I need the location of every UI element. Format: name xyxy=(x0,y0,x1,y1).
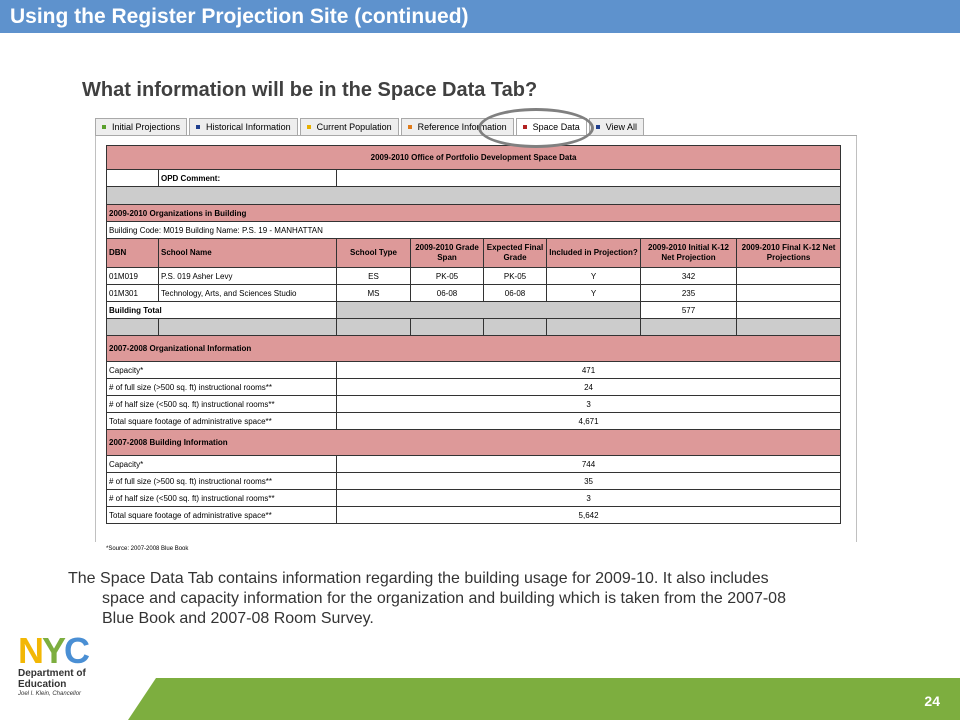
org-info-label: # of full size (>500 sq. ft) instructional rooms** xyxy=(107,379,337,396)
opd-comment-label: OPD Comment: xyxy=(159,170,337,187)
spacer-row xyxy=(107,187,841,205)
org-info-row xyxy=(107,396,841,413)
tab-label: Initial Projections xyxy=(112,122,181,132)
building-total-label: Building Total xyxy=(107,302,337,319)
final-grade-cell: 06-08 xyxy=(484,285,547,302)
tab-marker-icon xyxy=(102,125,106,129)
org-info-value: 3 xyxy=(337,396,841,413)
org-info-value: 471 xyxy=(337,362,841,379)
opd-comment-row xyxy=(107,170,841,187)
tab-historical-information[interactable] xyxy=(189,118,298,136)
page-number: 24 xyxy=(924,693,940,709)
spacer-row xyxy=(107,319,841,336)
column-header: Expected Final Grade xyxy=(484,239,547,268)
body-line-3: Blue Book and 2007-08 Room Survey. xyxy=(102,610,374,627)
bldg-info-section-title: 2007-2008 Building Information xyxy=(107,430,841,456)
final-projection-cell[interactable] xyxy=(737,285,841,302)
body-paragraph xyxy=(68,569,928,629)
org-section-row xyxy=(107,205,841,222)
org-info-label: Total square footage of administrative space** xyxy=(107,413,337,430)
org-info-label: # of half size (<500 sq. ft) instructional rooms** xyxy=(107,396,337,413)
org-info-row xyxy=(107,362,841,379)
column-header: Included in Projection? xyxy=(547,239,641,268)
opd-comment-value[interactable] xyxy=(337,170,841,187)
school-name-cell: Technology, Arts, and Sciences Studio xyxy=(159,285,337,302)
school-type-cell: MS xyxy=(337,285,411,302)
tab-current-population[interactable] xyxy=(300,118,399,136)
bldg-info-label: # of half size (<500 sq. ft) instructional rooms** xyxy=(107,490,337,507)
org-section-title: 2009-2010 Organizations in Building xyxy=(107,205,841,222)
space-data-screenshot xyxy=(95,118,857,552)
dbn-cell: 01M301 xyxy=(107,285,159,302)
org-info-label: Capacity* xyxy=(107,362,337,379)
table-title-row xyxy=(107,146,841,170)
title-bar xyxy=(0,0,960,33)
building-total-row xyxy=(107,302,841,319)
tab-label: Historical Information xyxy=(206,122,291,132)
tab-marker-icon xyxy=(307,125,311,129)
tab-panel xyxy=(95,136,857,552)
tab-marker-icon xyxy=(596,125,600,129)
grade-span-cell: 06-08 xyxy=(411,285,484,302)
included-cell: Y xyxy=(547,268,641,285)
included-cell: Y xyxy=(547,285,641,302)
tab-label: View All xyxy=(605,122,638,132)
body-line-1: The Space Data Tab contains information regarding the building usage for 2009-10. It also includes xyxy=(68,570,769,587)
bldg-info-value: 744 xyxy=(337,456,841,473)
table-row xyxy=(107,285,841,302)
bldg-info-row xyxy=(107,490,841,507)
bldg-info-value: 3 xyxy=(337,490,841,507)
tab-initial-projections[interactable] xyxy=(95,118,187,136)
initial-projection-cell: 342 xyxy=(641,268,737,285)
column-header: 2009-2010 Grade Span xyxy=(411,239,484,268)
bldg-info-label: Capacity* xyxy=(107,456,337,473)
dbn-cell: 01M019 xyxy=(107,268,159,285)
table-title: 2009-2010 Office of Portfolio Development Space Data xyxy=(107,146,841,170)
tab-label: Space Data xyxy=(532,122,580,132)
initial-projection-cell: 235 xyxy=(641,285,737,302)
space-data-table xyxy=(106,145,841,524)
bldg-info-row xyxy=(107,473,841,490)
nyc-doe-logo xyxy=(18,630,118,703)
bldg-info-section-row xyxy=(107,430,841,456)
building-line: Building Code: M019 Building Name: P.S. 19 - MANHATTAN xyxy=(107,222,841,239)
building-total-value: 577 xyxy=(641,302,737,319)
logo-edu-text: Education xyxy=(18,679,67,690)
org-info-section-title: 2007-2008 Organizational Information xyxy=(107,336,841,362)
bldg-info-row xyxy=(107,456,841,473)
org-info-section-row xyxy=(107,336,841,362)
bldg-info-value: 35 xyxy=(337,473,841,490)
tab-label: Current Population xyxy=(316,122,392,132)
column-header: 2009-2010 Final K-12 Net Projections xyxy=(737,239,841,268)
highlight-oval xyxy=(478,108,594,148)
bldg-info-value: 5,642 xyxy=(337,507,841,524)
column-header-row xyxy=(107,239,841,268)
grade-span-cell: PK-05 xyxy=(411,268,484,285)
table-row xyxy=(107,268,841,285)
school-type-cell: ES xyxy=(337,268,411,285)
logo-chancellor-text: Joel I. Klein, Chancellor xyxy=(18,691,82,697)
slide-subtitle: What information will be in the Space Data Tab? xyxy=(82,79,538,101)
org-info-value: 24 xyxy=(337,379,841,396)
final-grade-cell: PK-05 xyxy=(484,268,547,285)
org-info-row xyxy=(107,379,841,396)
body-line-2: space and capacity information for the organization and building which is taken from the 2007-08 xyxy=(102,590,786,607)
bldg-info-label: Total square footage of administrative space** xyxy=(107,507,337,524)
bldg-info-label: # of full size (>500 sq. ft) instructional rooms** xyxy=(107,473,337,490)
nyc-logo-mark: NYC xyxy=(18,630,89,671)
tab-view-all[interactable] xyxy=(589,118,644,136)
org-info-row xyxy=(107,413,841,430)
school-name-cell: P.S. 019 Asher Levy xyxy=(159,268,337,285)
logo-dept-text: Department of xyxy=(18,668,86,679)
tab-marker-icon xyxy=(408,125,412,129)
final-projection-cell[interactable] xyxy=(737,268,841,285)
column-header: School Name xyxy=(159,239,337,268)
footer-bar xyxy=(128,678,960,720)
tab-label: Reference Information xyxy=(417,122,507,132)
column-header: School Type xyxy=(337,239,411,268)
column-header: DBN xyxy=(107,239,159,268)
building-line-row xyxy=(107,222,841,239)
bldg-info-row xyxy=(107,507,841,524)
slide-title: Using the Register Projection Site (continued) xyxy=(10,5,469,28)
tab-marker-icon xyxy=(196,125,200,129)
column-header: 2009-2010 Initial K-12 Net Projection xyxy=(641,239,737,268)
source-note: *Source: 2007-2008 Blue Book xyxy=(106,546,189,552)
org-info-value: 4,671 xyxy=(337,413,841,430)
